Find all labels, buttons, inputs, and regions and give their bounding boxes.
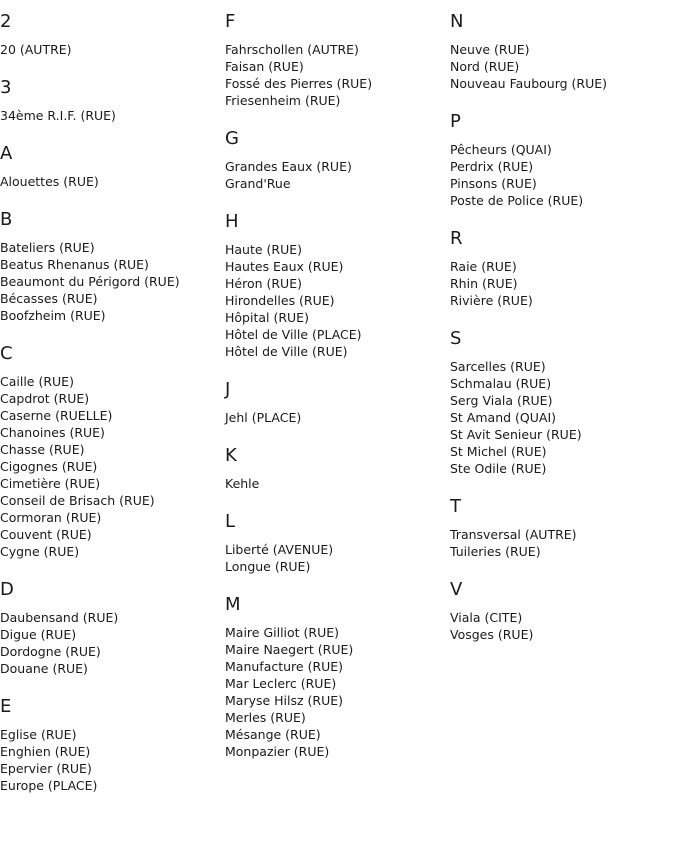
street-item: Héron (RUE): [225, 276, 302, 291]
letter-group-s: [450, 328, 675, 477]
street-list: [0, 726, 225, 794]
street-list: [225, 541, 450, 575]
street-item: Neuve (RUE): [450, 42, 530, 57]
street-item: Grandes Eaux (RUE): [225, 159, 352, 174]
letter-group-d: [0, 579, 225, 677]
street-item: Manufacture (RUE): [225, 659, 344, 674]
street-item: Eglise (RUE): [0, 727, 77, 742]
street-item: Digue (RUE): [0, 627, 77, 642]
street-list: [0, 239, 225, 324]
letter-heading: C: [0, 343, 13, 364]
street-item: Hôtel de Ville (PLACE): [225, 327, 362, 342]
street-item: Hôtel de Ville (RUE): [225, 344, 348, 359]
street-list: [225, 241, 450, 360]
street-item: Vosges (RUE): [450, 627, 534, 642]
letter-heading: P: [450, 111, 461, 132]
letter-heading: K: [225, 445, 237, 466]
letter-heading: 3: [0, 77, 12, 98]
street-list: [450, 526, 675, 560]
street-item: Bateliers (RUE): [0, 240, 95, 255]
letter-group-t: [450, 496, 675, 560]
street-item: Sarcelles (RUE): [450, 359, 546, 374]
street-item: Cygne (RUE): [0, 544, 80, 559]
street-list: [225, 409, 450, 426]
letter-heading: B: [0, 209, 13, 230]
letter-group-v: [450, 579, 675, 643]
street-item: Conseil de Brisach (RUE): [0, 493, 155, 508]
street-item: Bécasses (RUE): [0, 291, 98, 306]
street-item: Alouettes (RUE): [0, 174, 99, 189]
street-item: Epervier (RUE): [0, 761, 92, 776]
street-item: Rhin (RUE): [450, 276, 518, 291]
letter-group-r: [450, 228, 675, 309]
street-item: Hirondelles (RUE): [225, 293, 335, 308]
letter-group-3: [0, 77, 225, 124]
street-item: Nouveau Faubourg (RUE): [450, 76, 608, 91]
letter-group-k: [225, 445, 450, 492]
letter-group-f: [225, 11, 450, 109]
street-list: [450, 258, 675, 309]
street-item: Poste de Police (RUE): [450, 193, 584, 208]
letter-group-l: [225, 511, 450, 575]
street-list: [225, 41, 450, 109]
letter-group-j: [225, 379, 450, 426]
street-item: Merles (RUE): [225, 710, 306, 725]
street-item: Cormoran (RUE): [0, 510, 102, 525]
letter-group-b: [0, 209, 225, 324]
street-item: Viala (CITE): [450, 610, 523, 625]
street-list: [0, 609, 225, 677]
street-item: Rivière (RUE): [450, 293, 533, 308]
street-list: [225, 624, 450, 760]
letter-group-n: [450, 11, 675, 92]
index-column-3: [450, 0, 675, 643]
street-item: Faisan (RUE): [225, 59, 304, 74]
letter-group-a: [0, 143, 225, 190]
street-item: Monpazier (RUE): [225, 744, 330, 759]
street-item: Caserne (RUELLE): [0, 408, 113, 423]
letter-heading: D: [0, 579, 14, 600]
street-item: Jehl (PLACE): [225, 410, 302, 425]
street-item: Perdrix (RUE): [450, 159, 534, 174]
street-list: [0, 41, 225, 58]
street-item: Tuileries (RUE): [450, 544, 541, 559]
street-item: Serg Viala (RUE): [450, 393, 553, 408]
street-item: Enghien (RUE): [0, 744, 91, 759]
street-item: Beaumont du Périgord (RUE): [0, 274, 180, 289]
letter-group-2: [0, 11, 225, 58]
letter-group-c: [0, 343, 225, 560]
street-item: Schmalau (RUE): [450, 376, 552, 391]
street-item: Douane (RUE): [0, 661, 88, 676]
street-list: [450, 41, 675, 92]
street-list: [450, 358, 675, 477]
letter-heading: E: [0, 696, 12, 717]
index-column-1: [0, 0, 225, 794]
street-item: Cigognes (RUE): [0, 459, 98, 474]
street-item: Grand'Rue: [225, 176, 291, 191]
street-item: Chanoines (RUE): [0, 425, 105, 440]
street-item: Fossé des Pierres (RUE): [225, 76, 373, 91]
letter-heading: V: [450, 579, 463, 600]
street-item: Daubensand (RUE): [0, 610, 119, 625]
letter-group-p: [450, 111, 675, 209]
street-item: Capdrot (RUE): [0, 391, 90, 406]
street-item: Raie (RUE): [450, 259, 517, 274]
street-item: Caille (RUE): [0, 374, 74, 389]
letter-heading: H: [225, 211, 239, 232]
street-item: 34ème R.I.F. (RUE): [0, 108, 116, 123]
street-list: [450, 141, 675, 209]
letter-heading: M: [225, 594, 241, 615]
street-list: [225, 158, 450, 192]
street-item: Kehle: [225, 476, 260, 491]
street-item: Nord (RUE): [450, 59, 520, 74]
street-item: St Avit Senieur (RUE): [450, 427, 582, 442]
letter-heading: R: [450, 228, 463, 249]
letter-heading: 2: [0, 11, 12, 32]
street-item: Beatus Rhenanus (RUE): [0, 257, 149, 272]
letter-heading: F: [225, 11, 236, 32]
letter-heading: N: [450, 11, 464, 32]
street-item: Hautes Eaux (RUE): [225, 259, 344, 274]
letter-heading: T: [450, 496, 461, 517]
street-item: Europe (PLACE): [0, 778, 98, 793]
street-list: [0, 173, 225, 190]
letter-group-m: [225, 594, 450, 760]
street-list: [0, 107, 225, 124]
street-list: [450, 609, 675, 643]
index-column-2: [225, 0, 450, 760]
street-item: Hôpital (RUE): [225, 310, 309, 325]
street-item: 20 (AUTRE): [0, 42, 72, 57]
street-item: Pêcheurs (QUAI): [450, 142, 552, 157]
letter-group-g: [225, 128, 450, 192]
street-item: St Amand (QUAI): [450, 410, 557, 425]
street-item: Friesenheim (RUE): [225, 93, 341, 108]
street-list: [225, 475, 450, 492]
letter-heading: A: [0, 143, 13, 164]
street-item: Ste Odile (RUE): [450, 461, 547, 476]
street-item: Maire Gilliot (RUE): [225, 625, 340, 640]
street-item: Haute (RUE): [225, 242, 303, 257]
letter-heading: G: [225, 128, 239, 149]
letter-group-h: [225, 211, 450, 360]
street-item: St Michel (RUE): [450, 444, 547, 459]
street-item: Longue (RUE): [225, 559, 311, 574]
street-item: Cimetière (RUE): [0, 476, 101, 491]
street-item: Maryse Hilsz (RUE): [225, 693, 344, 708]
street-item: Fahrschollen (AUTRE): [225, 42, 359, 57]
street-item: Couvent (RUE): [0, 527, 92, 542]
street-item: Dordogne (RUE): [0, 644, 101, 659]
letter-heading: J: [225, 379, 231, 400]
letter-group-e: [0, 696, 225, 794]
street-list: [0, 373, 225, 560]
street-item: Pinsons (RUE): [450, 176, 537, 191]
street-item: Chasse (RUE): [0, 442, 85, 457]
street-item: Transversal (AUTRE): [450, 527, 577, 542]
street-item: Liberté (AVENUE): [225, 542, 334, 557]
letter-heading: L: [225, 511, 236, 532]
street-item: Mar Leclerc (RUE): [225, 676, 337, 691]
street-item: Boofzheim (RUE): [0, 308, 106, 323]
letter-heading: S: [450, 328, 462, 349]
street-item: Mésange (RUE): [225, 727, 321, 742]
street-item: Maire Naegert (RUE): [225, 642, 354, 657]
